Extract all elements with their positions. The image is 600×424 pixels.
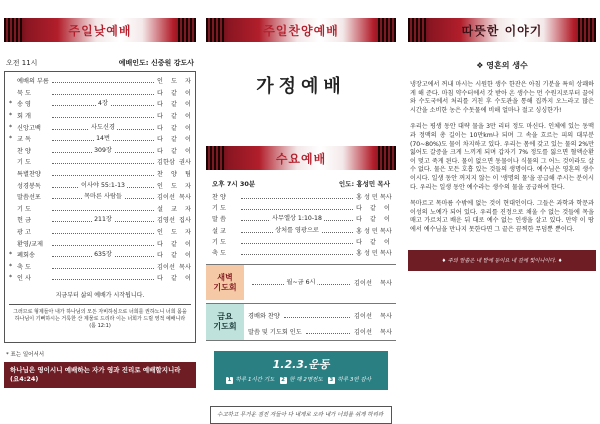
row-person: 다 같 이 — [356, 205, 390, 213]
row-person: 다 같 이 — [157, 113, 191, 121]
praise-and-wednesday-panel — [206, 0, 396, 424]
table-row — [9, 168, 191, 180]
row-detail: 211장 — [94, 216, 112, 224]
wednesday-time: 오후 7시 30분 — [212, 180, 256, 188]
row-detail: 목마른 사람들 — [84, 193, 122, 201]
row-person: 김영선 집사 — [157, 217, 191, 225]
row-person: 홍 성 민 목사 — [356, 250, 392, 258]
wednesday-leader: 인도: 홍성민 목사 — [338, 180, 390, 188]
row-leader-dots — [52, 148, 154, 153]
friday-item-leader: 김이선 목사 — [354, 312, 392, 320]
row-leader-dots — [52, 275, 154, 280]
service-time: 오전 11시 — [6, 59, 38, 67]
row-label: 말씀선포 — [17, 194, 41, 202]
standing-mark: * — [9, 100, 13, 108]
standing-mark: * — [9, 135, 13, 143]
row-leader-dots — [52, 264, 154, 269]
row-label: 기 도 — [212, 205, 226, 213]
row-leader-dots — [52, 90, 154, 95]
order-of-worship — [4, 71, 196, 343]
table-row — [9, 261, 191, 273]
row-leader-dots — [52, 136, 154, 141]
service-header — [4, 58, 196, 68]
row-person: 다 같 이 — [356, 238, 390, 246]
friday-item-leader: 김이선 목사 — [354, 328, 392, 336]
row-detail: 상처를 영광으로 — [275, 226, 319, 234]
row-label: 특별찬양 — [17, 171, 41, 179]
table-row — [212, 213, 390, 224]
table-row — [212, 247, 390, 258]
dawn-prayer-tag — [206, 265, 244, 300]
dawn-leader: 김이선 목사 — [354, 279, 392, 287]
table-row — [212, 225, 390, 236]
row-leader-dots — [52, 159, 154, 164]
drop-icon: ❖ — [476, 61, 484, 70]
friday-prayer-block — [206, 303, 396, 341]
row-person: 인 도 자 — [157, 182, 191, 190]
row-leader-dots — [52, 217, 154, 222]
friday-prayer-tag-label: 금요 기도회 — [213, 312, 237, 332]
row-label: 인 사 — [17, 275, 31, 283]
row-person: 다 같 이 — [157, 89, 191, 97]
row-detail: 309장 — [94, 146, 112, 154]
row-person: 인 도 자 — [157, 229, 191, 237]
row-person: 김한삼 권사 — [157, 159, 191, 167]
row-detail: 사무엘상 1:10-18 — [272, 215, 322, 223]
row-leader-dots — [52, 113, 154, 118]
standing-mark: * — [9, 112, 13, 120]
table-row — [9, 226, 191, 238]
banner-title: 주일낮예배 — [68, 23, 132, 38]
campaign-items — [218, 375, 384, 384]
row-leader-dots — [241, 228, 353, 233]
row-label: 찬 양 — [17, 147, 31, 155]
row-person: 다 같 이 — [157, 124, 191, 132]
row-detail: 14번 — [96, 135, 110, 143]
friday-prayer-tag — [206, 304, 244, 340]
verse-bar: 하나님은 영이시니 예배하는 자가 영과 진리로 예배할지니라 (요4:24) — [4, 362, 196, 388]
banner-title: 주일찬양예배 — [263, 23, 339, 38]
row-person: 다 같 이 — [157, 147, 191, 155]
row-label: 예배의 부름 — [17, 78, 49, 86]
row-label: 묵 도 — [17, 89, 31, 97]
row-leader-dots — [52, 194, 154, 199]
essay-paragraph: 우리는 평생 동안 대략 물을 3만 리터 정도 마신다. 인체에 있는 동맥과 정맥의 총 길이는 10만km나 되며 그 속을 흐르는 피의 대부분(70~80%)도 물이 차지하고 있다. 우리는 몸에 갖고 있는 물의 2%만 잃어도 갈증을 크게 느끼게 되며 갑자기 7% 정도를 잃으면 혈액순환이 멎고 죽게 된다. 물이 없으면 동물이나 식물의 그 어느 것이라도 살 수 없다. 물은 모든 호흡 있는 것들의 생명이다. 예수님은 영혼의 생수이시다. 일생 동안 꺼지지 않는 이 '생명의 물'을 공급해 주시는 분이시다. 우리는 일생 동안 예수라는 생수의 물을 공급하여 한다. — [410, 123, 594, 191]
praise-service-banner — [206, 18, 396, 42]
campaign-item: 1 하루 1시간 기도 — [227, 377, 275, 384]
row-leader-dots — [241, 216, 353, 221]
table-row — [9, 87, 191, 99]
row-label: 설 교 — [212, 227, 226, 235]
row-person: 다 같 이 — [157, 275, 191, 283]
row-label: 말 씀 — [212, 216, 226, 224]
sunday-service-banner — [4, 18, 196, 42]
essay-paragraph: 목마르고 목마름 수밖에 없는 것이 현대인이다. 그들은 과학과 학문과 이성의 노예가 되어 있다. 우리를 진정으로 채울 수 없는 것들에 목을 매고 가르치고 배운 뒤 대로 예수 없는 인생을 살고 있다. 만약 이 땅에서 예수님을 만나지 못한다면 그 끝은 끔찍한 무덤뿐 뿐이다. — [410, 200, 594, 233]
row-label: 폐회송 — [17, 252, 35, 260]
table-row — [9, 75, 191, 87]
row-label: 환영/교제 — [17, 240, 43, 248]
campaign-title: 1.2.3.운동 — [272, 358, 330, 372]
row-person: 다 같 이 — [157, 240, 191, 248]
row-leader-dots — [241, 205, 353, 210]
table-row — [212, 191, 390, 202]
row-person: 인 도 자 — [157, 78, 191, 86]
dawn-prayer-block — [206, 264, 396, 300]
friday-item-text: 말씀 및 기도회 인도 — [248, 328, 302, 336]
table-row — [9, 156, 191, 168]
campaign-item: 3 하루 3번 감사 — [329, 377, 372, 384]
row-leader-dots — [52, 101, 154, 106]
row-leader-dots — [52, 171, 154, 176]
one-two-three-campaign — [214, 351, 388, 390]
row-person: 다 같 이 — [157, 252, 191, 260]
list-item — [248, 308, 392, 322]
essay-paragraph: 냉장고에서 꺼내 마시는 시원한 생수 한잔은 아침 기분을 특히 상쾌하게 해 준다. 마침 약수터에서 갓 받아 온 생수는 먼 수원지로부터 끌어와 수도국에서 처리를 거친 후 수도관을 통해 집까지 오느라고 많은 시간을 소비한 농은 수돗물에 비해 얼마나 절고 싱싱한가! — [410, 81, 594, 114]
table-row — [9, 179, 191, 191]
wednesday-service-banner — [206, 146, 396, 170]
table-row — [9, 145, 191, 157]
row-detail: 사도신경 — [91, 123, 115, 131]
wednesday-header — [206, 179, 396, 188]
row-label: 기 도 — [17, 159, 31, 167]
closing-line: 지금부터 삶의 예배가 시작됩니다. — [55, 291, 145, 299]
table-row — [9, 133, 191, 145]
row-label: 성경봉독 — [17, 182, 41, 190]
row-leader-dots — [52, 183, 154, 188]
footer-verse: ♦ 주의 말씀은 내 발에 등이요 내 길에 빛이니이다. ♦ — [408, 250, 596, 271]
sunday-service-panel — [4, 0, 196, 424]
warm-story-panel — [408, 0, 596, 424]
row-detail: 4장 — [98, 100, 108, 108]
table-row — [9, 237, 191, 249]
row-label: 교 독 — [17, 136, 31, 144]
essay-body — [408, 81, 596, 235]
row-label: 광 고 — [17, 229, 31, 237]
banner-title: 수요예배 — [275, 151, 327, 166]
row-leader-dots — [52, 252, 154, 257]
row-leader-dots — [52, 78, 154, 83]
standing-mark: * — [9, 262, 13, 270]
warm-story-banner — [408, 18, 596, 42]
standing-note: * 표는 일어서서 — [6, 352, 45, 358]
quote-box: 수고하고 무거운 짐진 자들아 다 내게로 오라 내가 너희를 쉬게 하리라 — [210, 406, 392, 424]
row-person: 설 교 자 — [157, 205, 191, 213]
friday-item-text: 경배와 찬양 — [248, 312, 280, 320]
table-row — [212, 236, 390, 247]
row-person: 홍 성 민 목사 — [356, 194, 392, 202]
row-leader-dots — [241, 250, 353, 255]
row-detail: 이사야 55:1-13 — [81, 181, 125, 189]
list-item — [248, 275, 392, 289]
row-label: 축 도 — [17, 263, 31, 271]
campaign-item: 2 한 해 2명전도 — [281, 377, 323, 384]
row-person: 다 같 이 — [157, 136, 191, 144]
wednesday-order — [206, 188, 396, 261]
row-label: 송 영 — [17, 101, 31, 109]
table-row — [9, 249, 191, 261]
home-worship-title: 가정예배 — [256, 76, 346, 97]
row-person: 김이선 목사 — [157, 263, 191, 271]
row-leader-dots — [52, 206, 154, 211]
row-label: 기 도 — [212, 238, 226, 246]
standing-mark: * — [9, 274, 13, 282]
dawn-time: 월~금 6시 — [286, 278, 316, 286]
table-row — [9, 203, 191, 215]
row-person: 김이선 목사 — [157, 194, 191, 202]
table-row — [9, 98, 191, 110]
row-leader-dots — [241, 239, 353, 244]
table-row — [9, 110, 191, 122]
table-row — [9, 214, 191, 226]
row-person: 찬 양 팀 — [157, 171, 191, 179]
row-label: 헌 금 — [17, 217, 31, 225]
row-label: 신앙고백 — [17, 124, 41, 132]
banner-title: 따뜻한 이야기 — [461, 23, 543, 38]
table-row — [9, 121, 191, 133]
table-row — [212, 202, 390, 213]
row-leader-dots — [52, 229, 154, 234]
row-leader-dots — [52, 125, 154, 130]
row-person: 다 같 이 — [356, 216, 390, 224]
service-leader: 예배인도: 신중원 강도사 — [118, 59, 194, 67]
row-label: 찬 양 — [212, 194, 226, 202]
dawn-prayer-tag-label: 새벽 기도회 — [213, 272, 237, 292]
row-label: 기 도 — [17, 205, 31, 213]
small-verse: 그러므로 형제들아 내가 하나님의 모든 자비하심으로 너희를 권하노니 너희 몸을 하나님이 기뻐하시는 거룩한 산 제물로 드리라 이는 너희가 드릴 영적 예배니라(롬 12:1) — [13, 308, 187, 329]
row-detail: 635장 — [94, 251, 112, 259]
standing-mark: * — [9, 251, 13, 259]
table-row — [9, 272, 191, 284]
essay-title: ❖ 영혼의 생수 — [476, 61, 528, 70]
row-label: 회 개 — [17, 113, 31, 121]
list-item — [248, 324, 392, 338]
row-person: 홍 성 민 목사 — [356, 227, 392, 235]
row-person: 다 같 이 — [157, 101, 191, 109]
table-row — [9, 191, 191, 203]
row-label: 축 도 — [212, 250, 226, 258]
row-leader-dots — [52, 241, 154, 246]
row-leader-dots — [241, 194, 353, 199]
standing-mark: * — [9, 123, 13, 131]
